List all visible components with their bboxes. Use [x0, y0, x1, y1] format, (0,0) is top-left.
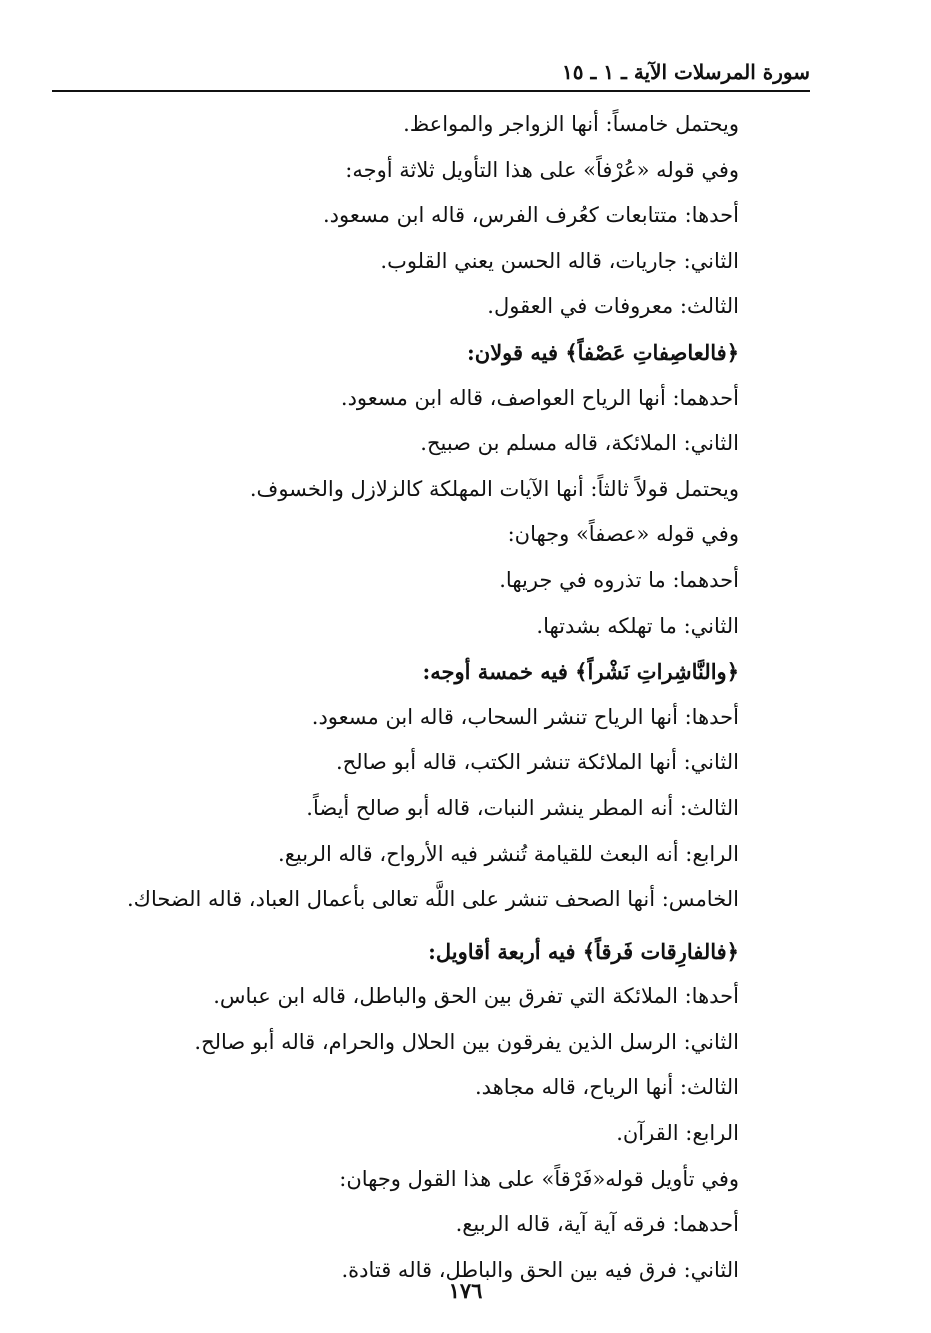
- text-line: ويحتمل قولاً ثالثاً: أنها الآيات المهلكة كالزلازل والخسوف.: [249, 476, 739, 501]
- verse-heading: ﴿فالعاصِفاتِ عَصْفاً﴾ فيه قولان:: [467, 339, 739, 365]
- text-line: الثالث: أنه المطر ينشر النبات، قاله أبو صالح أيضاً.: [306, 795, 739, 820]
- text-line: الثاني: الملائكة، قاله مسلم بن صبيح.: [420, 431, 739, 456]
- text-line: أحدها: متتابعات كعُرف الفرس، قاله ابن مسعود.: [323, 203, 739, 228]
- text-line: ويحتمل خامساً: أنها الزواجر والمواعظ.: [403, 112, 739, 136]
- text-line: وفي قوله «عصفاً» وجهان:: [507, 522, 739, 547]
- text-line: الثاني: فرق فيه بين الحق والباطل، قاله قتادة.: [341, 1257, 739, 1282]
- text-line: الثاني: جاريات، قاله الحسن يعني القلوب.: [380, 248, 739, 273]
- text-line: أحدهما: فرقه آية آية، قاله الربيع.: [455, 1212, 739, 1237]
- text-line: الخامس: أنها الصحف تنشر على اللَّه تعالى بأعمال العباد، قاله الضحاك.: [126, 887, 739, 912]
- verse-heading: ﴿والنَّاشِراتِ نَشْراً﴾ فيه خمسة أوجه:: [422, 659, 739, 685]
- text-line: أحدهما: ما تذروه في جريها.: [499, 567, 739, 592]
- text-line: الثاني: الرسل الذين يفرقون بين الحلال والحرام، قاله أبو صالح.: [194, 1029, 739, 1054]
- body-text: [49, 102, 739, 1293]
- text-line: الرابع: أنه البعث للقيامة تُنشر فيه الأرواح، قاله الربيع.: [278, 841, 739, 866]
- text-line: أحدها: أنها الرياح تنشر السحاب، قاله ابن مسعود.: [311, 704, 739, 729]
- header-rule: [52, 90, 810, 92]
- text-line: الثاني: أنها الملائكة تنشر الكتب، قاله أبو صالح.: [335, 750, 739, 775]
- text-line: الثاني: ما تهلكه بشدتها.: [536, 613, 739, 638]
- running-header: [52, 58, 810, 90]
- text-line: وفي تأويل قوله«فَرْقاً» على هذا القول وجهان:: [339, 1166, 739, 1191]
- page-number: ١٧٦: [448, 1278, 483, 1303]
- text-line: الرابع: القرآن.: [616, 1121, 739, 1146]
- text-line: وفي قوله «عُرْفاً» على هذا التأويل ثلاثة أوجه:: [345, 157, 739, 182]
- text-line: أحدها: الملائكة التي تفرق بين الحق والباطل، قاله ابن عباس.: [213, 984, 739, 1009]
- text-line: أحدهما: أنها الرياح العواصف، قاله ابن مسعود.: [340, 385, 739, 410]
- text-line: الثالث: أنها الرياح، قاله مجاهد.: [475, 1075, 739, 1100]
- header-title: سورة المرسلات الآية ـ ١ ـ ١٥: [562, 60, 810, 84]
- text-line: الثالث: معروفات في العقول.: [487, 294, 739, 319]
- verse-heading: ﴿فالفارِقات فَرقاً﴾ فيه أربعة أقاويل:: [428, 938, 739, 964]
